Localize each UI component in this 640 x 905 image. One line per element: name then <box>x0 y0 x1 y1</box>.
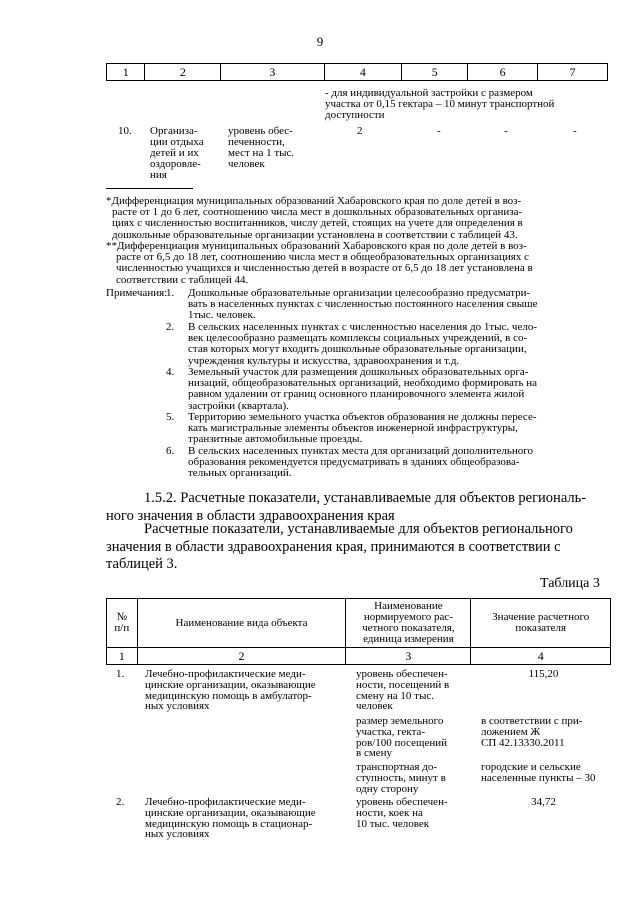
row-10-number: 10. <box>118 125 132 137</box>
text-line: расте от 1 до 6 лет, соотношению числа мест в дошкольных образовательных организа- <box>112 206 523 219</box>
row-2-number: 2. <box>116 796 125 808</box>
row-10-col5: - <box>437 125 441 137</box>
table-1-continuation <box>325 88 610 121</box>
note-item <box>166 411 611 446</box>
text-line: соответствии с таблицей 44. <box>116 273 249 286</box>
text-line: Земельный участок для размещения дошкольных образовательных орга- <box>188 366 529 378</box>
text-line: низаций, общеобразовательных организаций, необходимо формировать на <box>188 377 537 390</box>
text-line: ров/100 посещений <box>356 736 448 749</box>
text-line: век целесообразно размещать комплексы социальных учреждений, в со- <box>188 332 528 345</box>
text-line: 10 тыс. человек <box>356 817 430 830</box>
text-line: ных условиях <box>145 828 210 841</box>
text-line: ступность, минут в <box>356 771 446 784</box>
text-line: ности, посещений в <box>356 678 450 691</box>
row-10-value: 2 <box>357 125 363 137</box>
row-1-value-3 <box>481 762 611 784</box>
footnote-2 <box>106 241 611 286</box>
row-2-indicator-1 <box>356 797 474 829</box>
text-line: кать магистральные элементы объектов инженерной инфраструктуры, <box>188 422 518 435</box>
row-2-name <box>145 797 345 840</box>
text-line: Лечебно-профилактические меди- <box>145 796 306 808</box>
note-item <box>166 321 611 367</box>
text-line: медицинскую помощь в амбулатор- <box>145 689 312 702</box>
note-number: 5. <box>166 411 175 423</box>
text-line: доступности <box>325 109 385 121</box>
text-line: участка, гекта- <box>356 725 426 738</box>
text-line: транспортная до- <box>356 761 437 773</box>
note-number: 4. <box>166 366 175 378</box>
row-1-number: 1. <box>116 668 125 680</box>
row-1-indicator-2 <box>356 716 474 759</box>
text-line: ния <box>150 169 167 181</box>
text-line: единица измерения <box>363 633 454 645</box>
text-line: в соответствии с при- <box>481 715 583 727</box>
table-cell: 5 <box>402 64 468 81</box>
text-line: Расчетные показатели, устанавливаемые для объектов регионального <box>144 521 573 537</box>
header-cell <box>137 599 346 648</box>
text-line: значения в области здравоохранения края, принимаются в соответствии с <box>106 538 561 555</box>
table-cell: 4 <box>324 64 402 81</box>
table-cell: 3 <box>221 64 324 81</box>
text-line: транзитные автомобильные проезды. <box>188 433 363 446</box>
row-10-col7: - <box>573 125 577 137</box>
section-heading <box>106 490 611 525</box>
row-1-indicator-3 <box>356 762 474 794</box>
text-line: *Дифференциация муниципальных образований Хабаровского края по доле детей в воз- <box>106 195 522 207</box>
section-body <box>106 521 611 574</box>
row-1-value-1: 115,20 <box>528 668 559 680</box>
note-number: 2. <box>166 321 175 333</box>
text-line: Территорию земельного участка объектов образования не должны пересе- <box>188 411 537 423</box>
notes-label: Примечания: <box>106 287 168 299</box>
table-cell: 2 <box>145 64 221 81</box>
table-cell: 7 <box>538 64 608 81</box>
text-line: одну сторону <box>356 782 419 795</box>
text-line: таблицей 3. <box>106 556 178 572</box>
text-line: участка от 0,15 гектара – 10 минут транспортной <box>325 98 555 110</box>
text-line: застройки (квартала). <box>188 399 289 412</box>
text-line: - для индивидуальной застройки с размером <box>325 87 533 99</box>
row-2-value-1: 34,72 <box>531 796 556 808</box>
row-1-indicator-1 <box>356 669 474 712</box>
text-line: четного показателя, <box>362 622 455 634</box>
row-1-value-2 <box>481 716 611 748</box>
table-3-header <box>106 598 611 665</box>
table-cell: 4 <box>471 648 611 665</box>
header-cell <box>107 599 138 648</box>
text-line: расте от 6,5 до 18 лет, соотношению числа мест в общеобразовательных организациях с <box>116 251 529 264</box>
text-line: городские и сельские <box>481 761 581 773</box>
text-line: медицинскую помощь в стационар- <box>145 817 313 830</box>
text-line: дошкольные образовательные организации установлена в соответствии с таблицей 43. <box>112 228 518 241</box>
text-line: 1тыс. человек. <box>188 309 256 322</box>
table-cell: 1 <box>107 648 138 665</box>
note-number: 6. <box>166 445 175 457</box>
note-item <box>166 366 611 412</box>
text-line: ности, коек на <box>356 806 423 819</box>
text-line: ного значения в области здравоохранения края <box>106 507 395 524</box>
text-line: ных условиях <box>145 700 210 713</box>
text-line: ложением Ж <box>481 725 541 738</box>
text-line: ции отдыха <box>150 136 204 148</box>
footnote-divider <box>106 188 193 189</box>
table-cell: 6 <box>468 64 538 81</box>
text-line: № <box>116 611 128 623</box>
text-line: нормируемого рас- <box>363 611 453 623</box>
text-line: вать в населенных пунктах с численностью постоянного населения свыше <box>188 298 538 311</box>
text-line: циях с численностью воспитанников, числу детей, стоящих на учете для определения в <box>112 217 523 230</box>
text-line: численностью учащихся и численностью детей в возрасте от 6,5 до 18 лет установлена в <box>116 262 533 275</box>
text-line: тельных организаций. <box>188 467 292 480</box>
table-1-header <box>106 63 608 81</box>
text-line: в смену <box>356 747 393 760</box>
note-number: 1. <box>166 287 175 299</box>
table-cell: 2 <box>137 648 346 665</box>
text-line: образования рекомендуется предусматривать в зданиях общеобразова- <box>188 456 520 469</box>
text-line: Лечебно-профилактические меди- <box>145 668 306 680</box>
text-line: цинские организации, оказывающие <box>145 678 316 691</box>
note-item <box>166 445 611 480</box>
text-line: человек <box>228 158 265 170</box>
text-line: Дошкольные образовательные организации целесообразно предусматри- <box>188 287 531 299</box>
text-line: человек <box>356 700 393 713</box>
text-line: В сельских населенных пунктах с численностью населения до 1тыс. чело- <box>188 321 537 333</box>
text-line: п/п <box>114 622 130 634</box>
text-line: **Дифференциация муниципальных образований Хабаровского края по доле детей в воз- <box>106 240 527 252</box>
text-line: показателя <box>515 622 567 634</box>
text-line: став которых могут входить дошкольные образовательные организации, <box>188 343 527 356</box>
table-3-caption: Таблица 3 <box>540 576 600 591</box>
text-line: В сельских населенных пунктах места для организаций дополнительного <box>188 445 534 457</box>
row-1-name <box>145 669 345 712</box>
row-10-name <box>150 126 220 181</box>
text-line: 1.5.2. Расчетные показатели, устанавливаемые для объектов региональ- <box>144 490 587 506</box>
text-line: Наименование <box>374 600 443 612</box>
text-line: учреждения культуры и искусства, здравоохранения и т.д. <box>188 354 460 367</box>
table-cell: 3 <box>346 648 471 665</box>
text-line: Значение расчетного <box>492 611 590 623</box>
text-line: печенности, <box>228 136 285 148</box>
text-line: детей и их <box>150 147 199 159</box>
text-line: мест на 1 тыс. <box>228 147 295 159</box>
text-line: цинские организации, оказывающие <box>145 806 316 819</box>
header-cell <box>346 599 471 648</box>
text-line: равном удалении от границ основного планировочного элемента жилой <box>188 388 525 401</box>
text-line: смену на 10 тыс. <box>356 689 434 702</box>
text-line: Организа- <box>150 125 198 137</box>
text-line: оздоровле- <box>150 158 201 170</box>
text-line: СП 42.13330.2011 <box>481 736 565 749</box>
row-10-indicator <box>228 126 328 170</box>
note-item <box>166 287 611 322</box>
row-10-col6: - <box>504 125 508 137</box>
footnote-1 <box>106 196 611 241</box>
table-cell: 1 <box>107 64 145 81</box>
text-line: уровень обеспечен- <box>356 796 448 808</box>
header-cell <box>471 599 611 648</box>
text-line: населенные пункты – 30 <box>481 771 596 784</box>
text-line: уровень обес- <box>228 125 293 137</box>
text-line: Наименование вида объекта <box>175 616 308 629</box>
page-number: 9 <box>316 34 324 49</box>
text-line: размер земельного <box>356 715 444 727</box>
text-line: уровень обеспечен- <box>356 668 448 680</box>
